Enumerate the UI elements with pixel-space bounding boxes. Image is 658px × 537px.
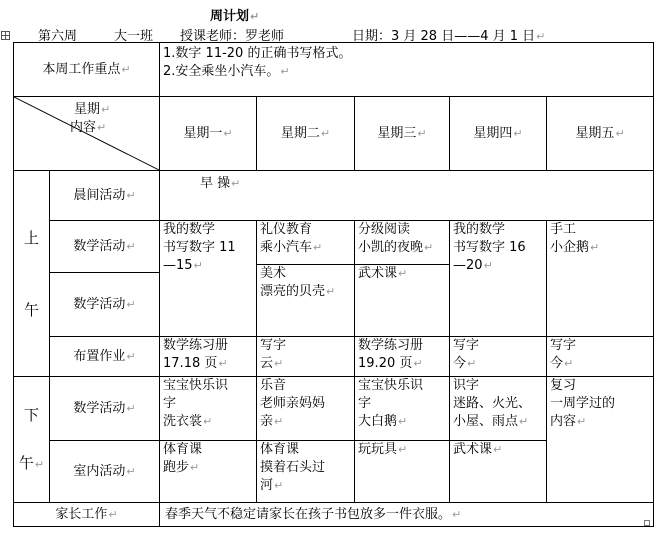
cell-line: 复习 <box>550 378 577 393</box>
day-header-thu: 星期四↵ <box>450 97 547 171</box>
cell-line: 宝宝快乐识 <box>358 378 424 393</box>
focus-label: 本周工作重点↵ <box>14 43 160 97</box>
document-title: 周计划↵ <box>210 9 260 24</box>
math-activity-label-2: 数学活动↵ <box>50 273 160 337</box>
day-header-fri: 星期五↵ <box>547 97 654 171</box>
indoor-thu-cell <box>450 441 547 503</box>
parents-row <box>14 503 654 527</box>
cell-line: 写字 <box>453 338 480 353</box>
cell-line: 乐音 <box>260 378 287 393</box>
cell-line: 我的数学 <box>163 222 216 237</box>
cell-line: 写字 <box>260 338 287 353</box>
cell-line: 17.18 页↵ <box>163 356 228 371</box>
cell-line: 手工 <box>550 222 577 237</box>
parents-label: 家长工作↵ <box>14 503 160 527</box>
math-activity-label-1: 数学活动↵ <box>50 221 160 273</box>
section-afternoon <box>14 377 50 503</box>
indoor-tue-cell <box>257 441 355 503</box>
cell-line: 云↵ <box>260 356 284 371</box>
cell-line: 洗衣裳↵ <box>163 414 213 429</box>
cell-line: 今↵ <box>453 356 477 371</box>
homework-tue-cell <box>257 337 355 377</box>
afternoon-math-mon-cell <box>160 377 257 441</box>
cell-line: 书写数字 16 <box>453 240 526 255</box>
teacher-label: 授课老师：罗老师 <box>180 29 285 44</box>
cell-line: 河↵ <box>260 478 284 493</box>
cell-line: 大白鹅↵ <box>358 414 408 429</box>
focus-content <box>160 43 654 97</box>
homework-fri-cell <box>547 337 654 377</box>
indoor-mon-cell <box>160 441 257 503</box>
corner-content-label: 内容↵ <box>70 120 107 135</box>
cell-line: 美术 <box>260 266 287 281</box>
morning-exercise-row <box>14 171 654 221</box>
math-fri-cell <box>547 221 654 337</box>
math-activity-row-1 <box>14 221 654 273</box>
indoor-activity-label: 室内活动↵ <box>50 441 160 503</box>
cell-line: 亲↵ <box>260 414 284 429</box>
section-morning <box>14 171 50 377</box>
afternoon-math-tue-cell <box>257 377 355 441</box>
weekday-header-row <box>14 97 654 171</box>
focus-item: 1.数字 11-20 的正确书写格式。 <box>163 46 352 61</box>
cell-line: 字 <box>163 396 177 411</box>
cell-line: 今↵ <box>550 356 574 371</box>
cell-line: 小企鹅↵ <box>550 240 600 255</box>
cell-line: 乘小汽车↵ <box>260 240 323 255</box>
morning-exercise-content: 早 操↵ <box>160 171 654 221</box>
weekly-plan-table <box>13 42 654 527</box>
cell-line: 武术课↵ <box>453 442 503 457</box>
focus-row <box>14 43 654 97</box>
homework-wed-cell <box>355 337 450 377</box>
morning-exercise-label: 晨间活动↵ <box>50 171 160 221</box>
parents-content: 春季天气不稳定请家长在孩子书包放多一件衣服。↵ <box>160 503 654 527</box>
cell-line: 19.20 页↵ <box>358 356 423 371</box>
date-label: 日期：3 月 28 日——4 月 1 日↵ <box>352 29 546 44</box>
cell-line: 分级阅读 <box>358 222 411 237</box>
indoor-wed-cell <box>355 441 450 503</box>
afternoon-math-row <box>14 377 654 441</box>
cell-line: 数学练习册 <box>358 338 424 353</box>
math-thu-cell <box>450 221 547 337</box>
day-header-wed: 星期三↵ <box>355 97 450 171</box>
table-move-handle-icon[interactable] <box>1 31 10 40</box>
homework-label: 布置作业↵ <box>50 337 160 377</box>
section-afternoon-bottom: 午↵ <box>18 453 45 472</box>
cell-line: 小凯的夜晚↵ <box>358 240 434 255</box>
end-of-cell-marker <box>644 520 650 526</box>
cell-line: 玩玩具↵ <box>358 442 408 457</box>
cell-line: 字 <box>358 396 372 411</box>
homework-mon-cell <box>160 337 257 377</box>
day-header-mon: 星期一↵ <box>160 97 257 171</box>
section-morning-top: 上 <box>23 228 39 247</box>
cell-line: 写字 <box>550 338 577 353</box>
homework-thu-cell <box>450 337 547 377</box>
header-line <box>0 25 658 43</box>
cell-line: 跑步↵ <box>163 460 200 475</box>
afternoon-fri-cell <box>547 377 654 503</box>
cell-line: 老师亲妈妈 <box>260 396 326 411</box>
cell-line: 我的数学 <box>453 222 506 237</box>
cell-line: 摸着石头过 <box>260 460 326 475</box>
section-afternoon-top: 下 <box>23 405 39 424</box>
cell-line: 识字 <box>453 378 480 393</box>
math-mon-cell <box>160 221 257 337</box>
section-morning-bottom: 午 <box>23 300 39 319</box>
day-header-tue: 星期二↵ <box>257 97 355 171</box>
cell-line: 书写数字 11 <box>163 240 236 255</box>
corner-diagonal-cell <box>14 97 160 171</box>
focus-item: 2.安全乘坐小汽车。↵ <box>163 64 290 79</box>
cell-line: 迷路、火光、 <box>453 396 532 411</box>
cell-line: —15↵ <box>163 258 203 273</box>
afternoon-math-label: 数学活动↵ <box>50 377 160 441</box>
cell-line: —20↵ <box>453 258 493 273</box>
math-wed-cell <box>355 221 450 337</box>
cell-line: 数学练习册 <box>163 338 229 353</box>
afternoon-math-wed-cell <box>355 377 450 441</box>
cell-line: 漂亮的贝壳↵ <box>260 284 336 299</box>
cell-line: 内容↵ <box>550 414 587 429</box>
cell-line: 小屋、雨点↵ <box>453 414 529 429</box>
class-label: 大一班 <box>114 29 154 44</box>
corner-weekday-label: 星期↵ <box>74 102 111 117</box>
afternoon-math-thu-cell <box>450 377 547 441</box>
cell-line: 一周学过的 <box>550 396 616 411</box>
cell-line: 体育课 <box>260 442 300 457</box>
cell-line: 武术课↵ <box>358 266 408 281</box>
week-label: 第六周 <box>38 29 78 44</box>
cell-line: 宝宝快乐识 <box>163 378 229 393</box>
cell-line: 礼仪教育 <box>260 222 313 237</box>
homework-row <box>14 337 654 377</box>
cell-line: 体育课 <box>163 442 203 457</box>
math-tue-cell <box>257 221 355 337</box>
